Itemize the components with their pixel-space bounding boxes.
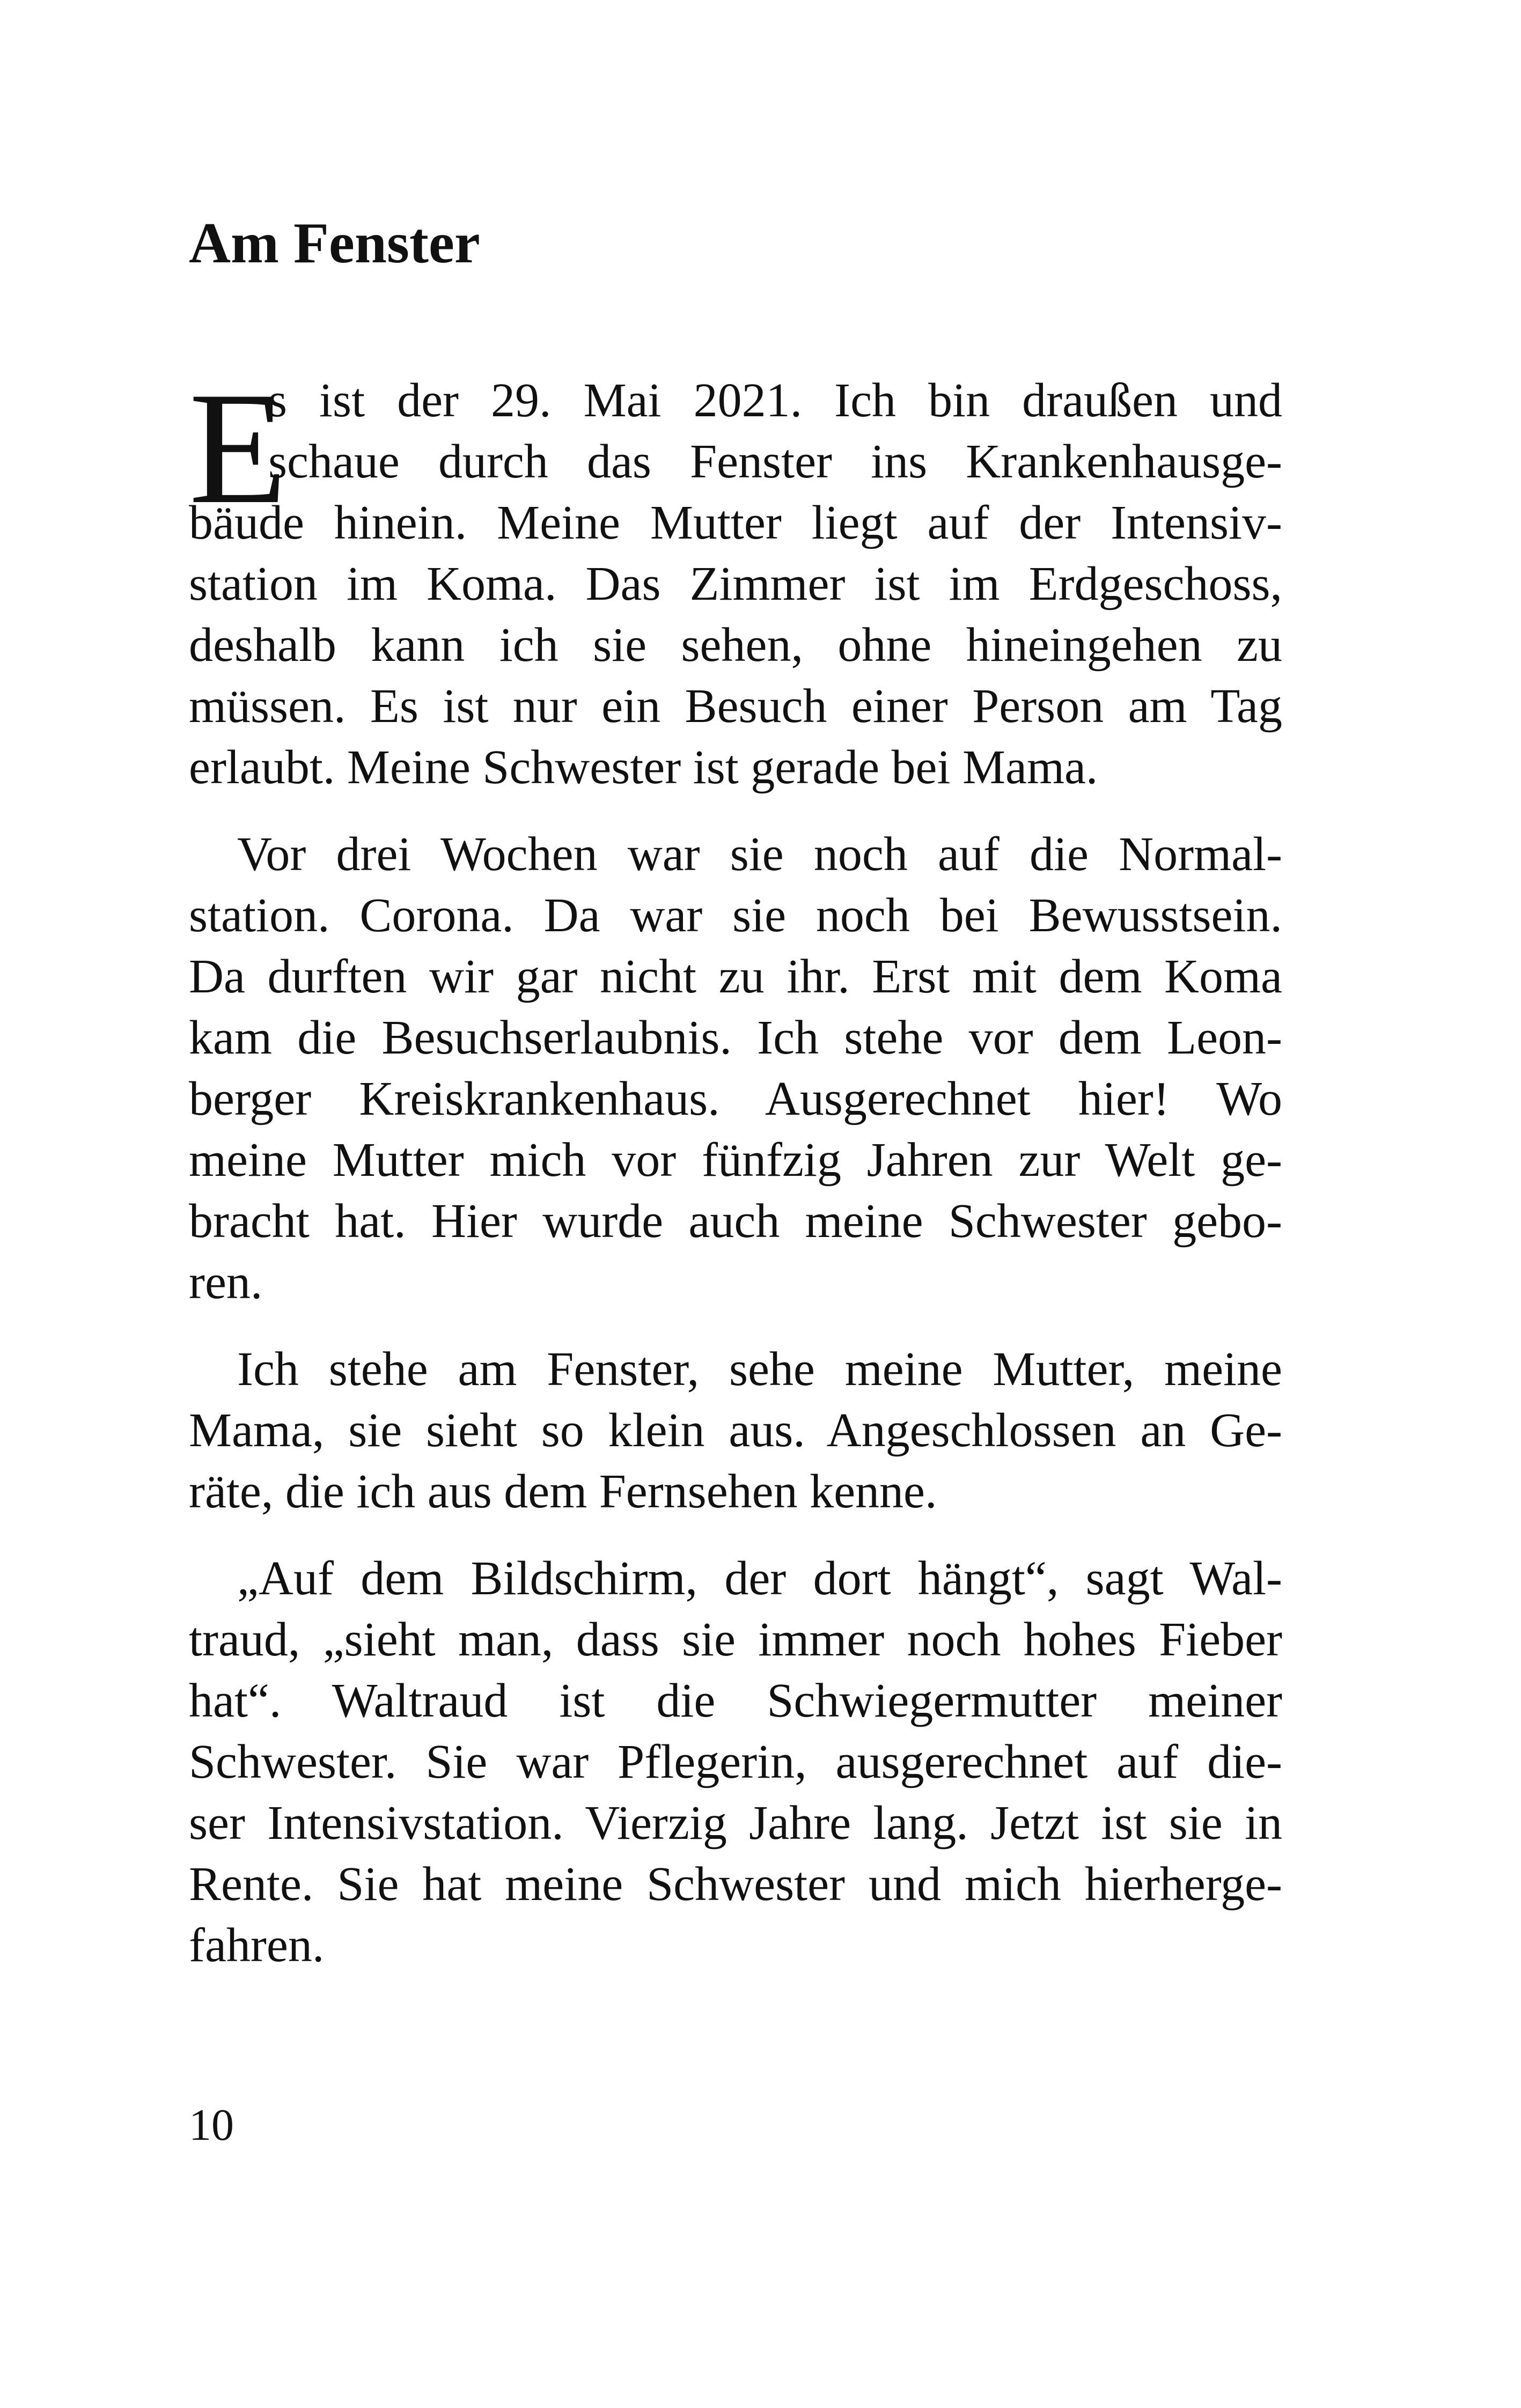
text-line: Da durften wir gar nicht zu ihr. Erst mit dem Koma	[189, 950, 1282, 1003]
text-line: schaue durch das Fenster ins Krankenhausge-	[268, 435, 1282, 488]
text-line: deshalb kann ich sie sehen, ohne hineingehen zu	[189, 618, 1282, 672]
text-line: „Auf dem Bildschirm, der dort hängt“, sagt Wal-	[189, 1552, 1282, 1605]
text-line: hat“. Waltraud ist die Schwiegermutter meiner	[189, 1674, 1282, 1727]
text-line: bracht hat. Hier wurde auch meine Schwester gebo-	[189, 1195, 1282, 1248]
text-line: fahren.	[189, 1919, 325, 1972]
text-line: Vor drei Wochen war sie noch auf die Normal-	[189, 828, 1282, 881]
text-line: bäude hinein. Meine Mutter liegt auf der Intensiv-	[189, 496, 1282, 549]
text-line: Mama, sie sieht so klein aus. Angeschlossen an Ge-	[189, 1404, 1282, 1457]
text-line: berger Kreiskrankenhaus. Ausgerechnet hier! Wo	[189, 1072, 1282, 1125]
text-line: Ich stehe am Fenster, sehe meine Mutter, meine	[189, 1343, 1282, 1396]
text-line: Schwester. Sie war Pflegerin, ausgerechnet auf die-	[189, 1735, 1282, 1788]
text-line: ser Intensivstation. Vierzig Jahre lang. Jetzt ist sie in	[189, 1796, 1282, 1850]
text-line: ren.	[189, 1256, 263, 1309]
text-line: erlaubt. Meine Schwester ist gerade bei Mama.	[189, 741, 1098, 794]
text-line: Rente. Sie hat meine Schwester und mich hierherge-	[189, 1858, 1282, 1911]
text-line: meine Mutter mich vor fünfzig Jahren zur Welt ge-	[189, 1133, 1282, 1187]
text-line: traud, „sieht man, dass sie immer noch hohes Fieber	[189, 1613, 1282, 1666]
text-line: station im Koma. Das Zimmer ist im Erdgeschoss,	[189, 557, 1282, 610]
chapter-heading: Am Fenster	[189, 211, 480, 275]
text-line: station. Corona. Da war sie noch bei Bewusstsein.	[189, 889, 1282, 942]
page-number: 10	[189, 2100, 234, 2150]
text-line: müssen. Es ist nur ein Besuch einer Person am Tag	[189, 680, 1282, 733]
text-line: s ist der 29. Mai 2021. Ich bin draußen und	[268, 374, 1282, 427]
text-line: räte, die ich aus dem Fernsehen kenne.	[189, 1465, 937, 1518]
drop-cap: E	[189, 359, 288, 537]
text-line: kam die Besuchserlaubnis. Ich stehe vor dem Leon-	[189, 1011, 1282, 1064]
